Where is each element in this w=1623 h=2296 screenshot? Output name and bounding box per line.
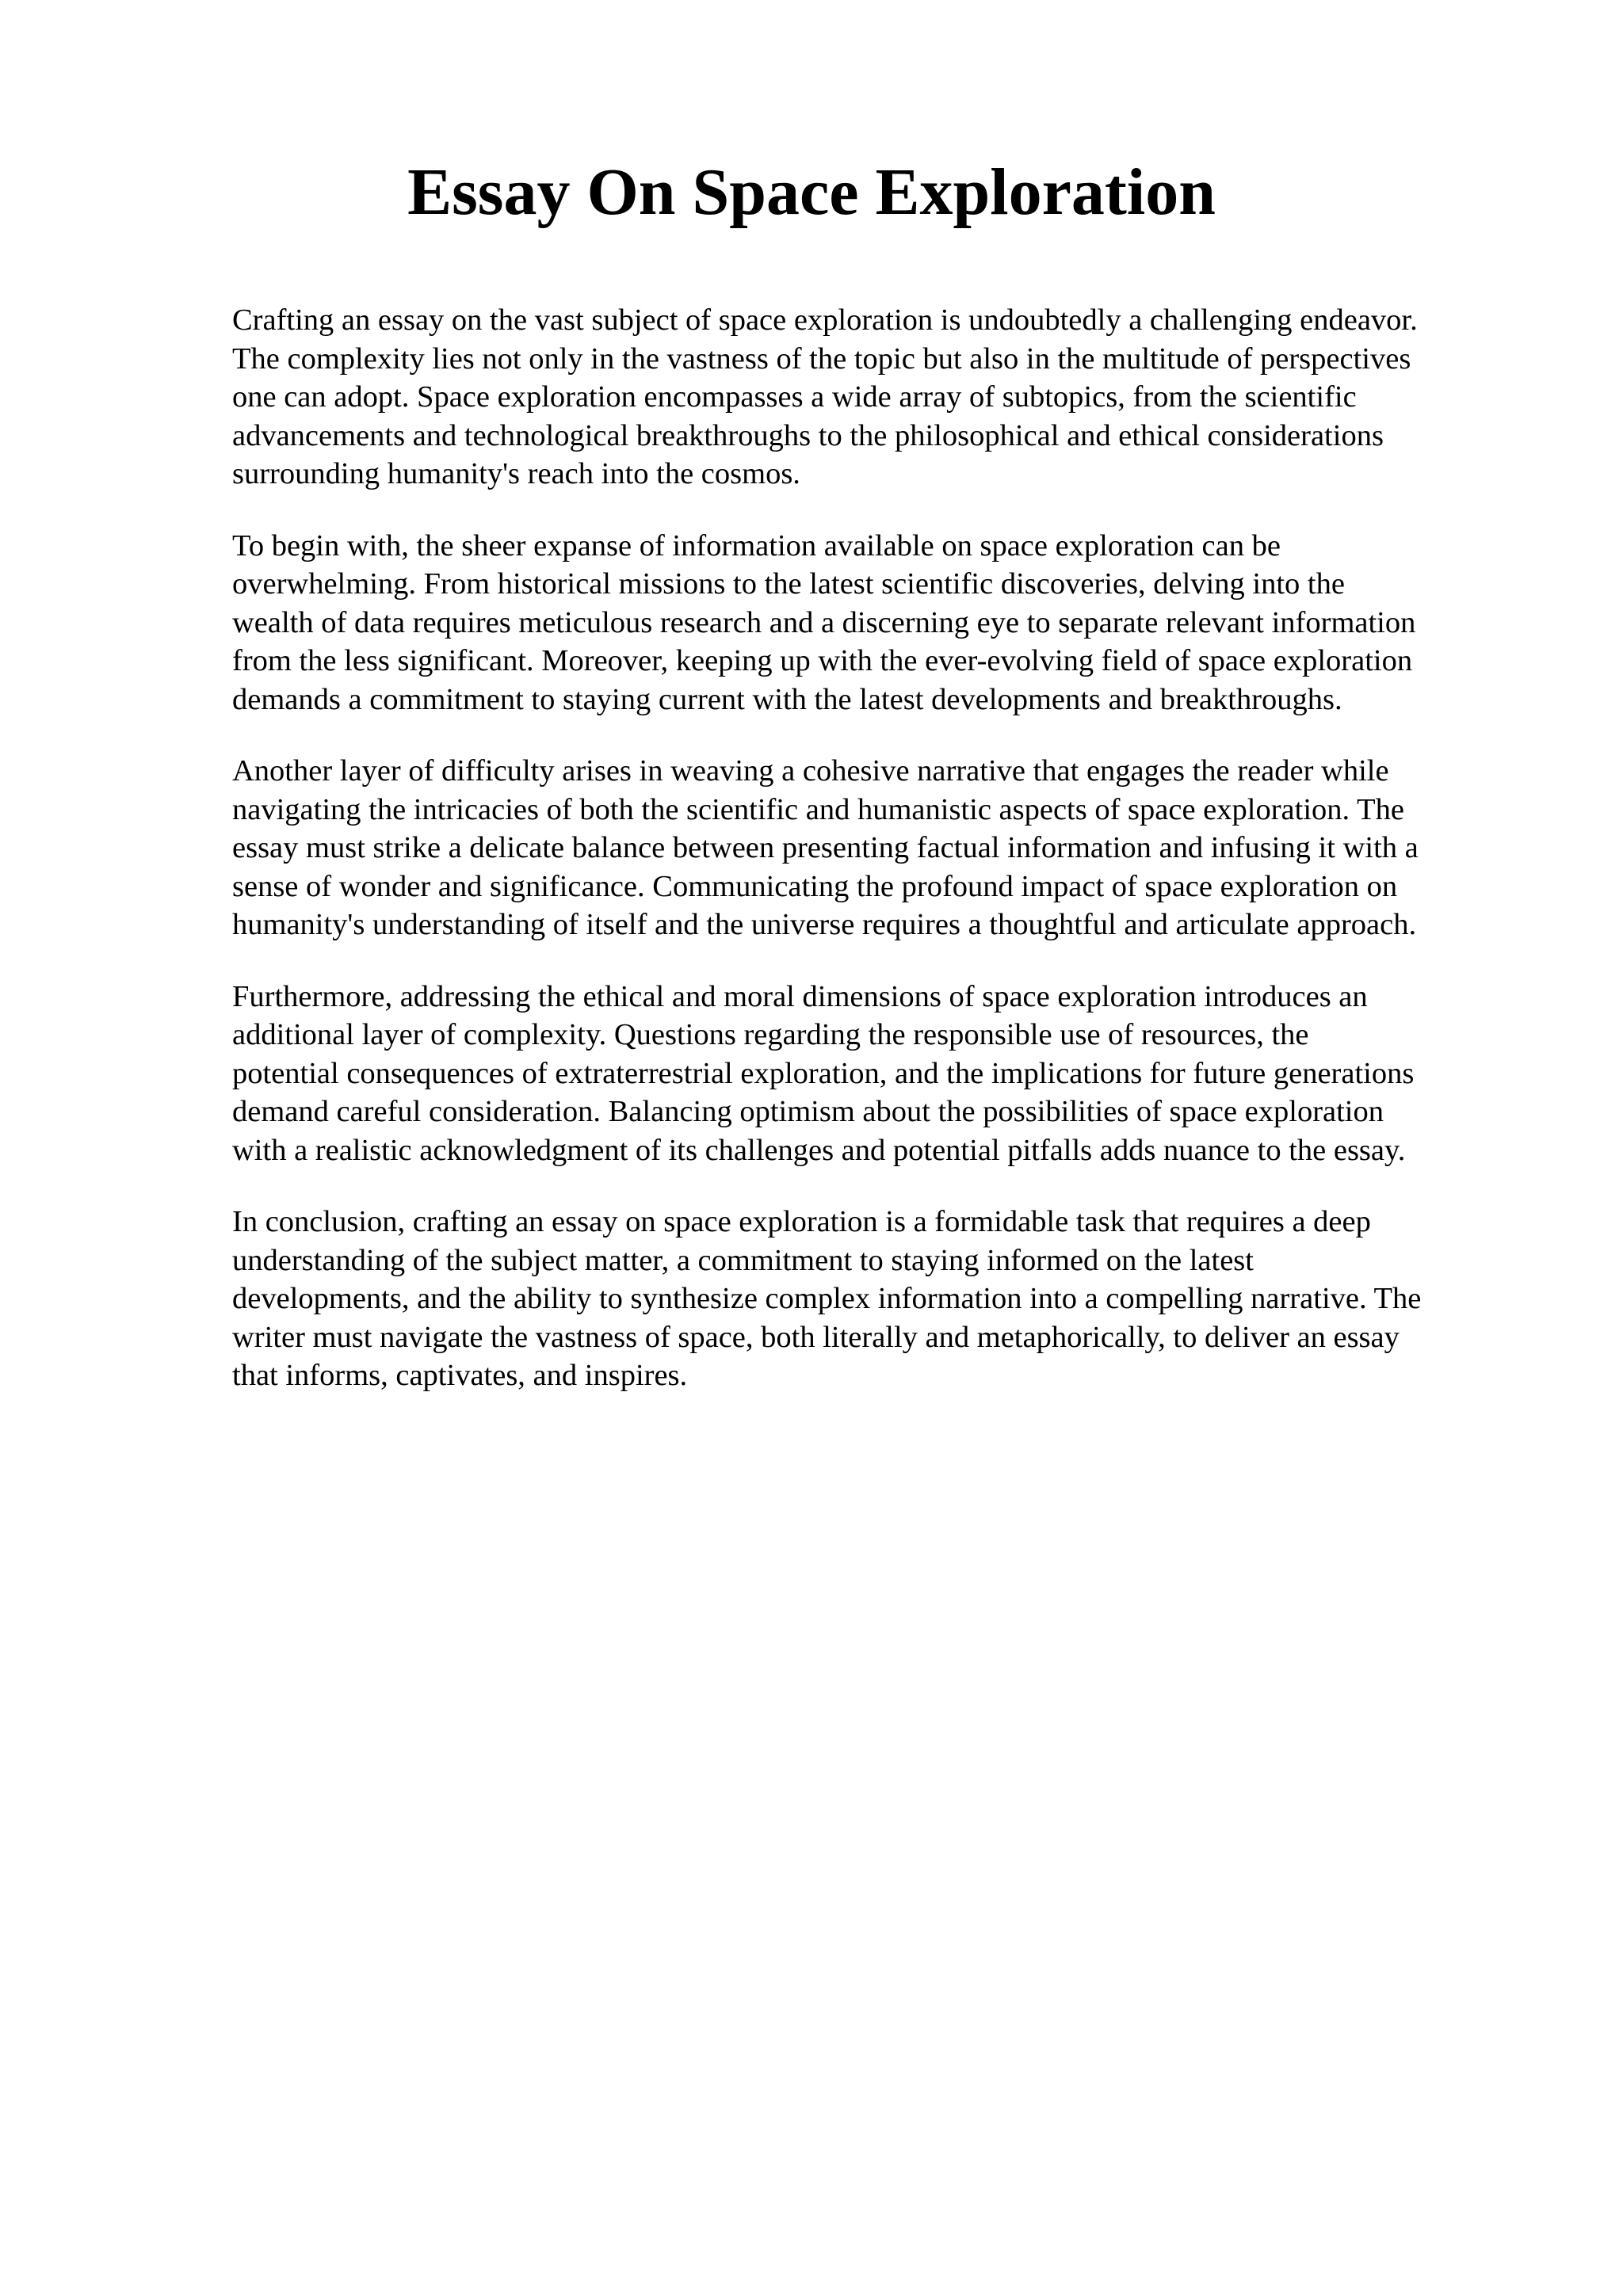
paragraph-line: In conclusion, crafting an essay on space exploration is a formidable task that requires a deep [232,1205,1371,1238]
paragraph-line: one can adopt. Space exploration encompasses a wide array of subtopics, from the scientific [232,380,1357,414]
paragraph-line: additional layer of complexity. Questions regarding the responsible use of resources, the [232,1018,1309,1051]
paragraph-3 [232,752,1516,944]
paragraph-line: Another layer of difficulty arises in weaving a cohesive narrative that engages the reader while [232,754,1389,788]
paragraph-line: potential consequences of extraterrestrial exploration, and the implications for future generations [232,1056,1415,1090]
paragraph-line: overwhelming. From historical missions to the latest scientific discoveries, delving into the [232,567,1345,601]
paragraph-line: To begin with, the sheer expanse of information available on space exploration can be [232,528,1281,563]
paragraph-line: developments, and the ability to synthesize complex information into a compelling narrative. The [232,1282,1422,1315]
paragraph-line: essay must strike a delicate balance between presenting factual information and infusing it with a [232,831,1419,864]
paragraph-line: humanity's understanding of itself and the universe requires a thoughtful and articulate approach. [232,908,1417,941]
paragraph-line: understanding of the subject matter, a commitment to staying informed on the latest [232,1243,1254,1277]
paragraph-line: with a realistic acknowledgment of its challenges and potential pitfalls adds nuance to the essay. [232,1133,1406,1167]
paragraph-line: Crafting an essay on the vast subject of space exploration is undoubtedly a challenging endeavor. [232,303,1418,337]
paragraph-4 [232,978,1516,1170]
paragraph-line: advancements and technological breakthroughs to the philosophical and ethical considerations [232,418,1384,452]
paragraph-line: wealth of data requires meticulous research and a discerning eye to separate relevant information [232,605,1416,639]
paragraph-line: writer must navigate the vastness of space, both literally and metaphorically, to deliver an essay [232,1320,1400,1354]
paragraph-line: The complexity lies not only in the vastness of the topic but also in the multitude of perspectives [232,341,1411,376]
paragraph-line: surrounding humanity's reach into the cosmos. [232,457,800,490]
paragraph-line: sense of wonder and significance. Communicating the profound impact of space exploration on [232,869,1398,903]
paragraph-line: navigating the intricacies of both the scientific and humanistic aspects of space exploration. The [232,792,1404,826]
essay-body [232,301,1516,1395]
paragraph-line: from the less significant. Moreover, keeping up with the ever-evolving field of space exploration [232,644,1413,677]
paragraph-line: demands a commitment to staying current with the latest developments and breakthroughs. [232,682,1342,716]
page-title: Essay On Space Exploration [407,155,1216,229]
paragraph-5 [232,1203,1516,1395]
paragraph-1 [232,301,1516,494]
paragraph-line: Furthermore, addressing the ethical and moral dimensions of space exploration introduces an [232,979,1368,1013]
paragraph-line: that informs, captivates, and inspires. [232,1359,688,1392]
paragraph-line: demand careful consideration. Balancing optimism about the possibilities of space exploration [232,1095,1384,1128]
paragraph-2 [232,527,1516,719]
